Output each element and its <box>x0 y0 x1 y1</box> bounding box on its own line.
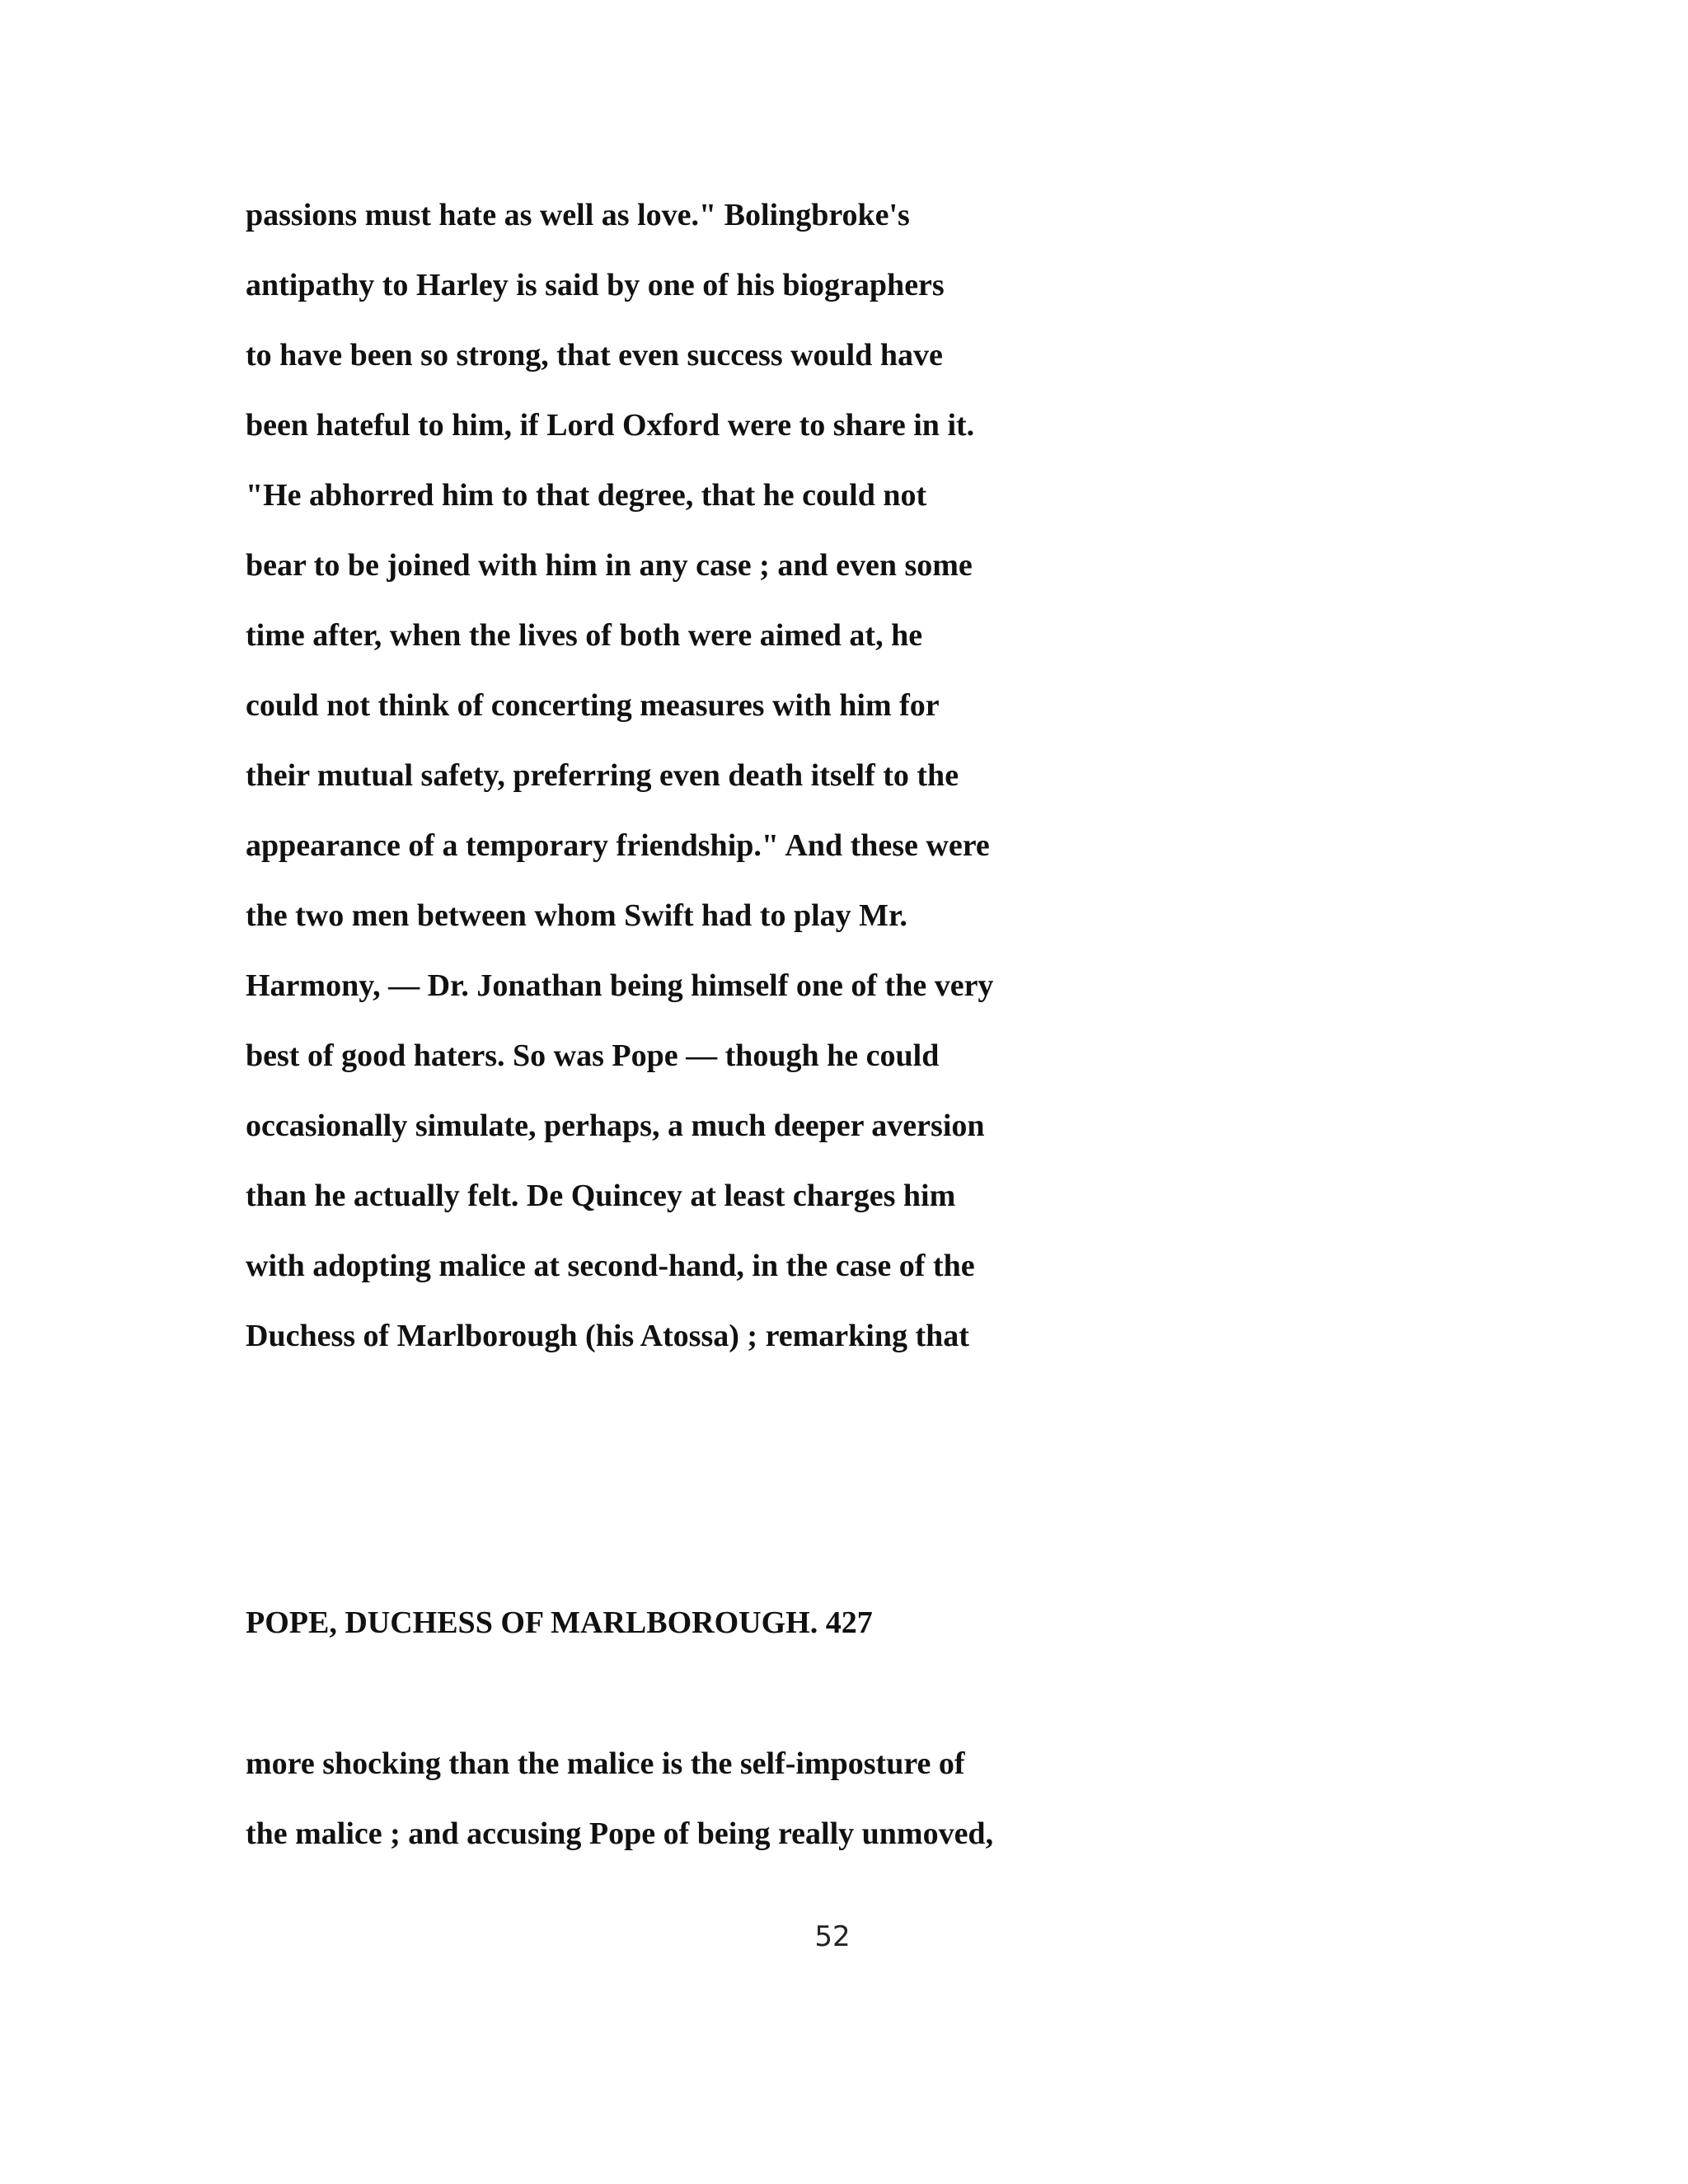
text-line: the two men between whom Swift had to play Mr. <box>246 898 907 933</box>
text-line: been hateful to him, if Lord Oxford were to share in it. <box>246 408 975 443</box>
text-line: bear to be joined with him in any case ; and even some <box>246 548 973 583</box>
text-line: time after, when the lives of both were aimed at, he <box>246 618 923 653</box>
text-line: Harmony, — Dr. Jonathan being himself one of the very <box>246 968 994 1003</box>
text-line: the malice ; and accusing Pope of being really unmoved, <box>246 1816 994 1851</box>
text-line: antipathy to Harley is said by one of his biographers <box>246 268 945 302</box>
text-line: "He abhorred him to that degree, that he could not <box>246 478 927 513</box>
text-line: their mutual safety, preferring even death itself to the <box>246 758 959 793</box>
text-line: passions must hate as well as love." Bolingbroke's <box>246 198 910 232</box>
text-line: could not think of concerting measures with him for <box>246 688 940 723</box>
body-text-block <box>246 1729 1400 1869</box>
text-line: to have been so strong, that even success would have <box>246 338 943 373</box>
text-line: with adopting malice at second-hand, in the case of the <box>246 1249 975 1283</box>
text-line: appearance of a temporary friendship." And these were <box>246 828 990 863</box>
running-head: POPE, DUCHESS OF MARLBOROUGH. 427 <box>246 1605 873 1640</box>
text-line: occasionally simulate, perhaps, a much deeper aversion <box>246 1108 985 1143</box>
body-text-block <box>246 180 1400 1371</box>
text-line: best of good haters. So was Pope — though he could <box>246 1038 940 1073</box>
text-line: Duchess of Marlborough (his Atossa) ; remarking that <box>246 1319 969 1353</box>
page-number: 52 <box>814 1920 851 1953</box>
text-line: than he actually felt. De Quincey at least charges him <box>246 1179 956 1213</box>
text-line: more shocking than the malice is the self-imposture of <box>246 1746 965 1781</box>
